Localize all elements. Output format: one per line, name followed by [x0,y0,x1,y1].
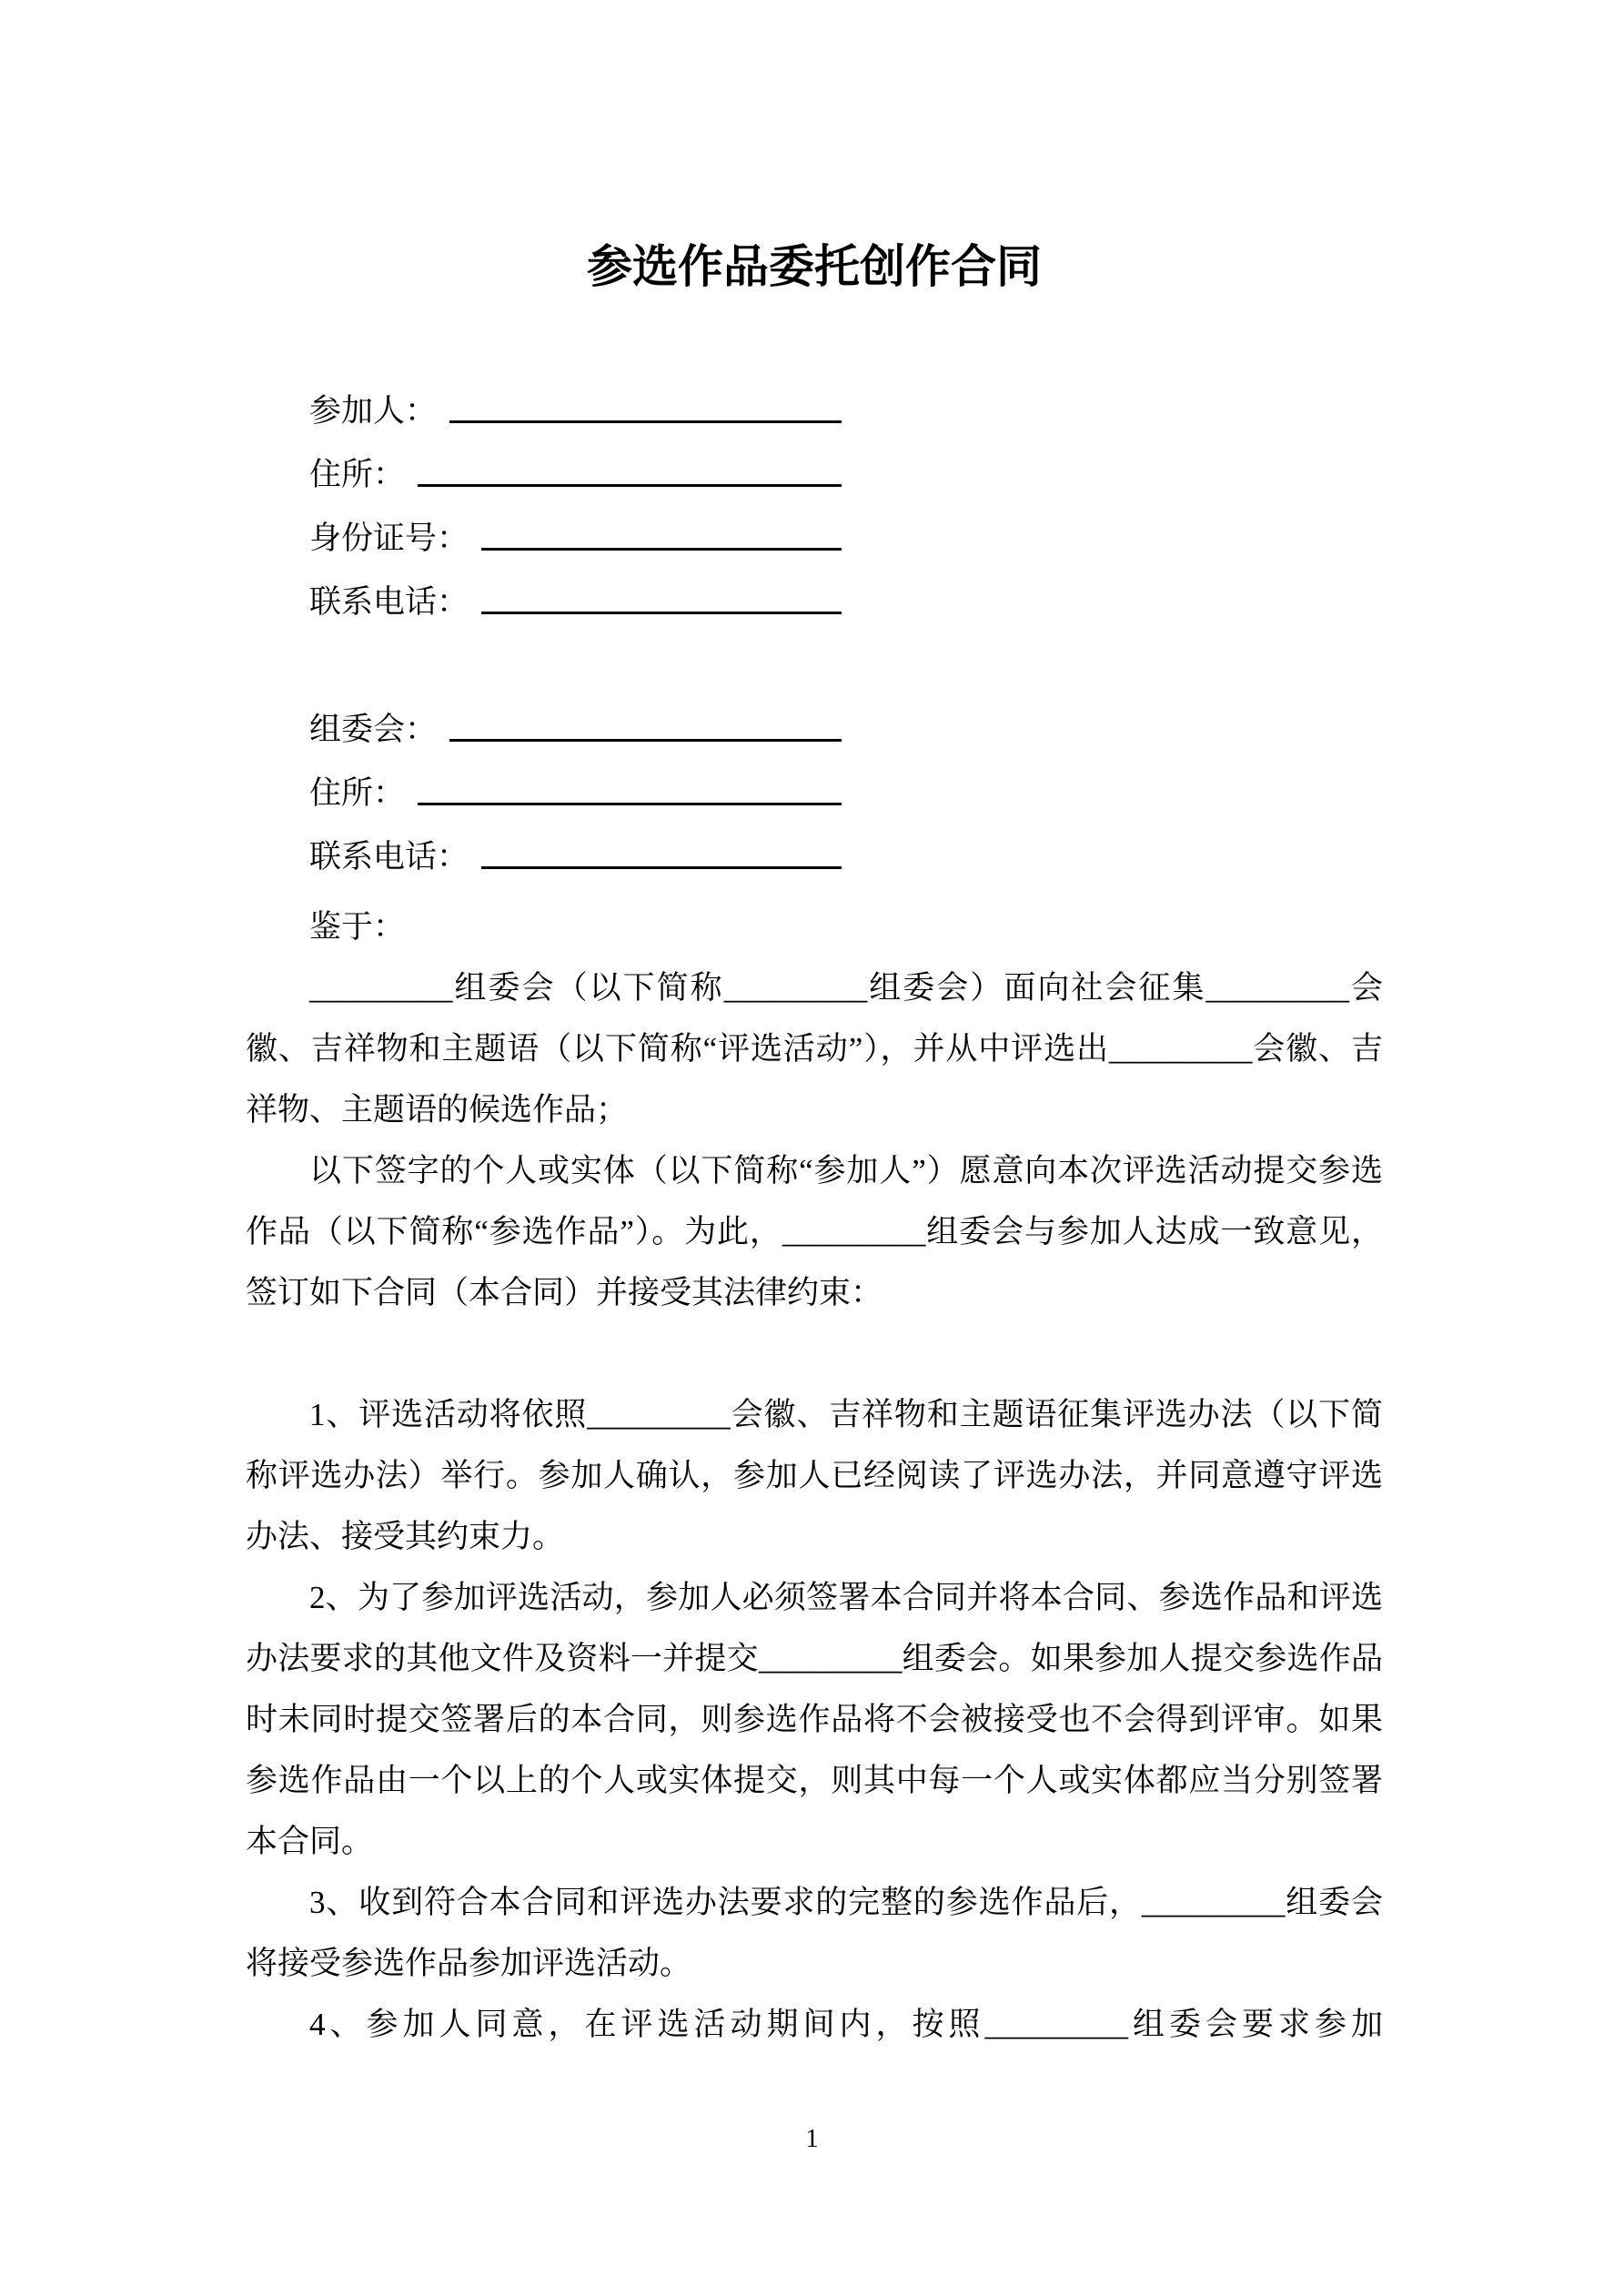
recitals-heading: 鉴于： [309,909,406,945]
participant-phone-blank-underline [481,571,842,614]
participant-id-number-blank-underline [481,507,842,551]
form-row-committee-phone [309,825,842,889]
form-row-participant-id-number [309,507,842,571]
committee-name-blank-underline [449,698,842,742]
recital-paragraph-1: _________组委会（以下简称_________组委会）面向社会征集_________会徽、吉祥物和主题语（以下简称“评选活动”），并从中评选出_________会徽、吉祥物、主题语的候选作品； [246,970,1383,1128]
participant-id-number-label: 身份证号： [309,521,469,556]
participant-address-label: 住所： [309,457,406,492]
committee-name-label: 组委会： [309,712,438,747]
clause-paragraph-3: 3、收到符合本合同和评选办法要求的完整的参选作品后，_________组委会将接受参选作品参加评选活动。 [246,1885,1383,1981]
page-number: 1 [805,2124,819,2153]
committee-phone-label: 联系电话： [309,839,469,875]
form-row-participant-address [309,443,842,507]
committee-address-blank-underline [418,762,842,805]
committee-info-block [309,698,1383,889]
clause-paragraph-2: 2、为了参加评选活动，参加人必须签署本合同并将本合同、参选作品和评选办法要求的其他文件及资料一并提交_________组委会。如果参加人提交参选作品时未同时提交签署后的本合同，则参选作品将不会被接受也不会得到评审。如果参选作品由一个以上的个人或实体提交，则其中每一个人或实体都应当分别签署本合同。 [246,1580,1383,1859]
form-row-participant-name [309,379,842,443]
form-row-committee-address [309,762,842,825]
participant-name-blank-underline [449,379,842,423]
form-row-committee-name [309,698,842,762]
participant-name-label: 参加人： [309,393,438,429]
participant-address-blank-underline [418,443,842,487]
recital-paragraph-2: 以下签字的个人或实体（以下简称“参加人”）愿意向本次评选活动提交参选作品（以下简称“参选作品”）。为此，_________组委会与参加人达成一致意见，签订如下合同（本合同）并接受其法律约束： [246,1153,1383,1310]
committee-address-label: 住所： [309,775,406,811]
clause-paragraph-1: 1、评选活动将依照_________会徽、吉祥物和主题语征集评选办法（以下简称评选办法）举行。参加人确认，参加人已经阅读了评选办法，并同意遵守评选办法、接受其约束力。 [246,1397,1383,1554]
clause-paragraph-4: 4、参加人同意，在评选活动期间内，按照_________组委会要求参加 [309,2007,1383,2042]
participant-info-block [309,379,1383,634]
participant-phone-label: 联系电话： [309,584,469,620]
document-title: 参选作品委托创作合同 [587,241,1042,292]
committee-phone-blank-underline [481,825,842,869]
form-row-participant-phone [309,571,842,634]
recitals-section [246,896,1383,1323]
clauses-section [246,1384,1383,2055]
